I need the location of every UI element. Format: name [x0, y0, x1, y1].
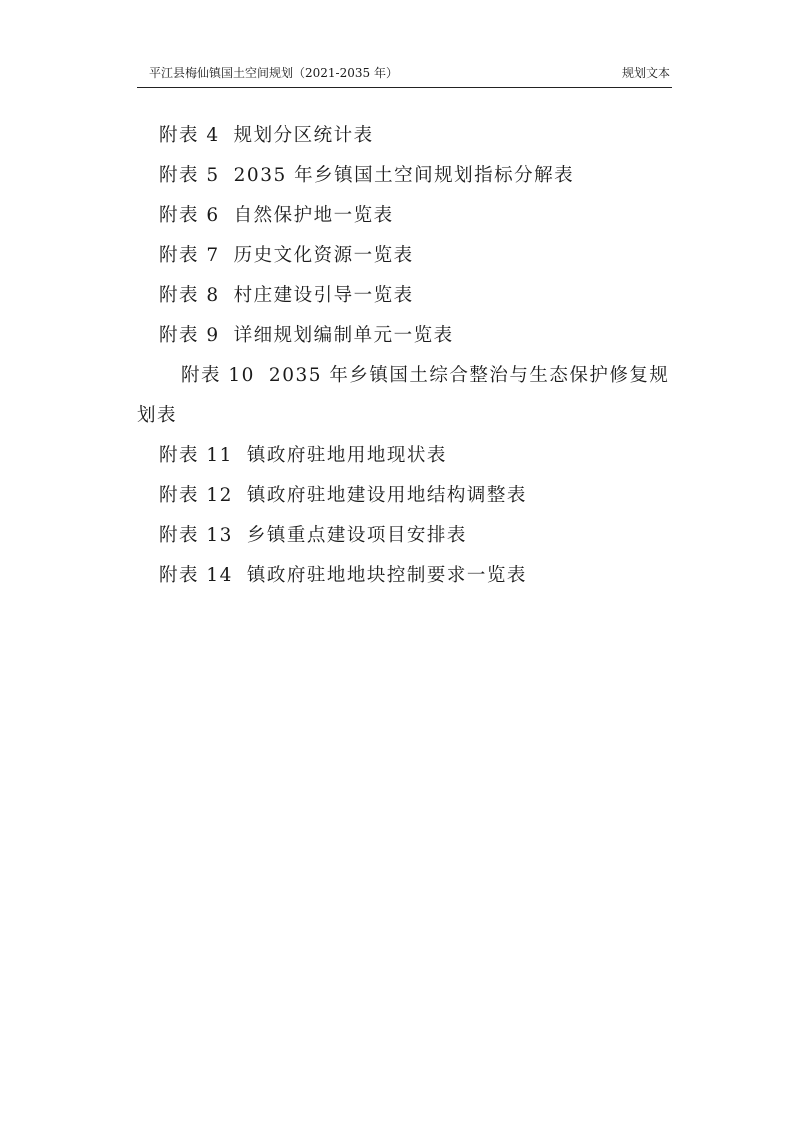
appendix-label: 附表 10 [181, 365, 255, 386]
appendix-label: 附表 13 [159, 525, 233, 546]
page-header [137, 58, 672, 88]
document-title: 平江县梅仙镇国土空间规划（2021-2035 年） [149, 66, 398, 80]
appendix-title: 镇政府驻地地块控制要求一览表 [246, 565, 527, 586]
appendix-title: 镇政府驻地用地现状表 [246, 445, 447, 466]
appendix-item [137, 116, 672, 156]
appendix-title: 乡镇重点建设项目安排表 [246, 525, 467, 546]
appendix-label: 附表 12 [159, 485, 233, 506]
appendix-title: 详细规划编制单元一览表 [233, 325, 454, 346]
appendix-title: 2035 年乡镇国土空间规划指标分解表 [233, 165, 575, 186]
appendix-item [137, 556, 672, 596]
appendix-title: 自然保护地一览表 [233, 205, 394, 226]
appendix-item [137, 196, 672, 236]
document-type: 规划文本 [621, 66, 670, 80]
appendix-title: 村庄建设引导一览表 [233, 285, 414, 306]
appendix-item [137, 476, 672, 516]
appendix-list [137, 116, 672, 596]
appendix-item [137, 356, 672, 436]
appendix-label: 附表 7 [159, 245, 220, 266]
appendix-item [137, 316, 672, 356]
appendix-title: 镇政府驻地建设用地结构调整表 [246, 485, 527, 506]
appendix-item [137, 236, 672, 276]
appendix-item [137, 516, 672, 556]
appendix-label: 附表 11 [159, 445, 233, 466]
appendix-label: 附表 8 [159, 285, 220, 306]
appendix-label: 附表 6 [159, 205, 220, 226]
appendix-label: 附表 9 [159, 325, 220, 346]
appendix-label: 附表 5 [159, 165, 220, 186]
appendix-title: 规划分区统计表 [233, 125, 374, 146]
appendix-item [137, 436, 672, 476]
appendix-label: 附表 4 [159, 125, 220, 146]
appendix-title: 历史文化资源一览表 [233, 245, 414, 266]
appendix-title: 2035 年乡镇国土综合整治与生态保护修复规划表 [137, 365, 670, 426]
appendix-item [137, 156, 672, 196]
appendix-item [137, 276, 672, 316]
header-divider [137, 87, 672, 88]
appendix-label: 附表 14 [159, 565, 233, 586]
